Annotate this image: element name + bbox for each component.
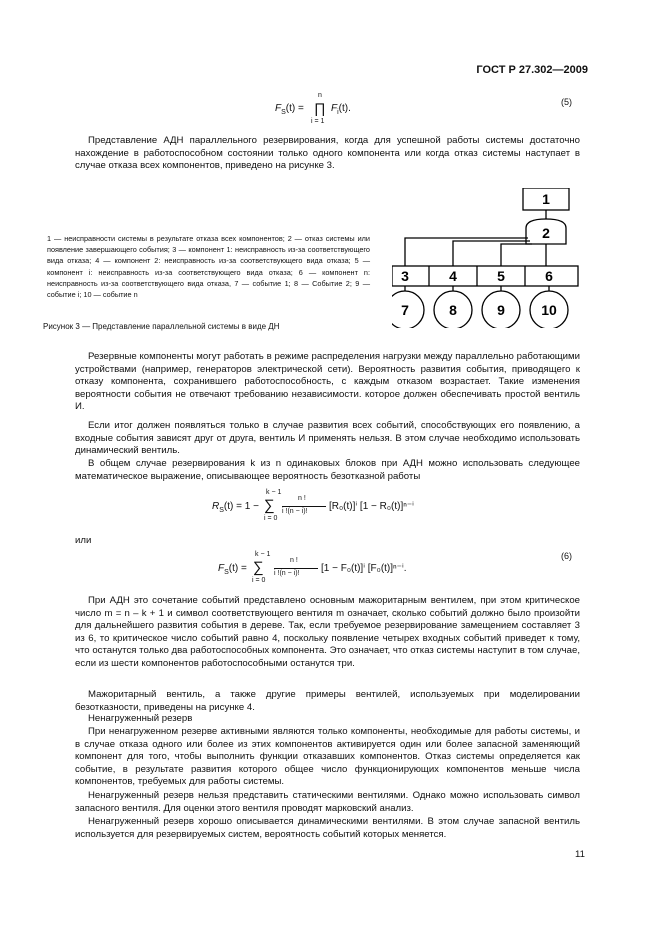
eq5-rhs: F	[331, 103, 338, 114]
eq5-arg: (t) =	[285, 103, 304, 114]
node-label-6: 6	[545, 268, 553, 284]
eqR-lhs-sub: S	[219, 507, 224, 514]
equation-5	[275, 92, 395, 128]
equation-6	[218, 551, 518, 587]
eq5-rhs-arg: (t).	[338, 103, 351, 114]
eq5-lhs: F	[275, 103, 282, 114]
document-header: ГОСТ Р 27.302—2009	[476, 64, 588, 76]
eqR-lhs: R	[212, 501, 220, 512]
node-label-5: 5	[497, 268, 505, 284]
eq5-rhs-sub: i	[337, 109, 339, 116]
eq6-frac-den: i !(n − i)!	[274, 570, 300, 577]
paragraph-majority-gate: При АДН это сочетание событий представлено основным мажоритарным вентилем, при этом критическое число m = n – k + 1 и символ соответствующего вентиля m означает, сколько событий должно было произойти для дальнейшего развития события в дереве. Так, если требуемое резервирование замещением составляет 3 из 6, то критическое число событий равно 4, поскольку появление четырех входных событий приведет к тому, что останутся только два работоспособных компонента. Это означает, что отказ системы наступит в том случае, если из шести компонентов работоспособными останутся три.	[75, 595, 580, 669]
eq5-lhs-sub: S	[281, 109, 286, 116]
fault-tree-diagram	[392, 188, 582, 328]
intro-paragraph: Представление АДН параллельного резервирования, когда для успешной работы системы достаточно нахождение в работоспособном состоянии только одного компонента или когда отказ системы наступает в случае отказа всех компонентов, приведено на рисунке 3.	[75, 135, 580, 172]
node-label-3: 3	[401, 268, 409, 284]
eqR-sum-upper: k − 1	[266, 489, 282, 496]
eq5-product-symbol: ∏	[314, 100, 326, 116]
eqR-frac-den: i !(n − i)!	[282, 508, 308, 515]
eqR-sum-symbol: ∑	[264, 497, 275, 514]
eq5-product-lower: i = 1	[311, 118, 325, 125]
node-label-1: 1	[542, 191, 550, 207]
eq6-tail: [1 − F₀(t)]ⁱ [F₀(t)]ⁿ⁻ⁱ.	[321, 563, 407, 574]
eq6-sum-lower: i = 0	[252, 577, 266, 584]
equation-6-number: (6)	[561, 551, 572, 561]
paragraph-cold-standby: При ненагруженном резерве активными являются только компоненты, необходимые для работы системы, и в случае отказа одного или более из этих компонентов активируется один или более запасной заменяющий компонент для того, чтобы выполнить функции отказавших компонентов. Отказ системы определяется как событие, в результате развития которого общее число функционирующих компонентов меньше числа компонентов, требуемых для работы системы.	[75, 726, 580, 788]
node-label-4: 4	[449, 268, 457, 284]
node-label-8: 8	[449, 302, 457, 318]
eqR-frac-num: n !	[298, 495, 306, 502]
eq6-sum-upper: k − 1	[255, 551, 271, 558]
paragraph-load-sharing: Резервные компоненты могут работать в режиме распределения нагрузки между параллельно работающими устройствами (например, генераторов электрической сети). Вероятность развития события, приводящего к отказу компонента, сохранившего работоспособность, с каждым отказом возрастает. Такие изменения вероятности события не отвечают требованию независимости. которое должен обеспечивать простой вентиль И.	[75, 351, 580, 413]
paragraph-k-of-n: В общем случае резервирования k из n одинаковых блоков при АДН можно использовать следующее математическое выражение, описывающее вероятность безотказной работы	[75, 458, 580, 482]
eqR-tail: [R₀(t)]ⁱ [1 − R₀(t)]ⁿ⁻ⁱ	[329, 501, 414, 512]
eq6-frac-bar	[274, 568, 318, 569]
eq6-lhs-sub: S	[224, 569, 229, 576]
or-word: или	[75, 535, 92, 546]
paragraph-dynamic-gates: Ненагруженный резерв хорошо описывается динамическими вентилями. В этом случае запасной вентиль используется для резервируемых систем, вероятность событий которых меняется.	[75, 816, 580, 840]
subheading-cold-standby: Ненагруженный резерв	[88, 713, 193, 724]
paragraph-dynamic-gate: Если итог должен появляться только в случае развития всех событий, способствующих его появлению, а входные события зависят друг от друга, вентиль И применять нельзя. В этом случае необходимо использовать динамический вентиль.	[75, 420, 580, 457]
paragraph-figure-4-reference: Мажоритарный вентиль, а также другие примеры вентилей, используемых при моделировании безотказности, приведены на рисунке 4.	[75, 689, 580, 713]
figure-caption: Рисунок 3 — Представление параллельной системы в виде ДН	[43, 322, 280, 331]
node-label-10: 10	[541, 302, 557, 318]
eq5-product-upper: n	[318, 92, 322, 99]
eqR-sum-lower: i = 0	[264, 515, 278, 522]
eq6-sum-symbol: ∑	[253, 559, 264, 576]
equation-reliability	[212, 489, 512, 525]
eq6-lhs: F	[218, 563, 225, 574]
node-label-7: 7	[401, 302, 409, 318]
page-number: 11	[575, 849, 585, 860]
eqR-frac-bar	[282, 506, 326, 507]
paragraph-static-gates: Ненагруженный резерв нельзя представить статическими вентилями. Однако можно использовать символ запасного вентиля. Для оценки этого вентиля проводят марковский анализ.	[75, 790, 580, 814]
eq6-start: (t) =	[228, 563, 247, 574]
eqR-start: (t) = 1 −	[223, 501, 259, 512]
equation-5-number: (5)	[561, 97, 572, 107]
node-label-9: 9	[497, 302, 505, 318]
eq6-frac-num: n !	[290, 557, 298, 564]
node-label-2: 2	[542, 225, 550, 241]
figure-legend: 1 — неисправности системы в результате отказа всех компонентов; 2 — отказ системы или появление завершающего события; 3 — компонент 1: неисправность из-за соответствующего вида отказа; 4 — компонент 2: неисправность из-за соответствующего вида отказа; 5 — компонент i: неисправность из-за соответствующего вида отказа; 6 — компонент n: неисправность из-за соответствующего вида отказа, 7 — событие 1; 8 — Событие 2; 9 — событие i; 10 — событие n	[47, 234, 370, 300]
